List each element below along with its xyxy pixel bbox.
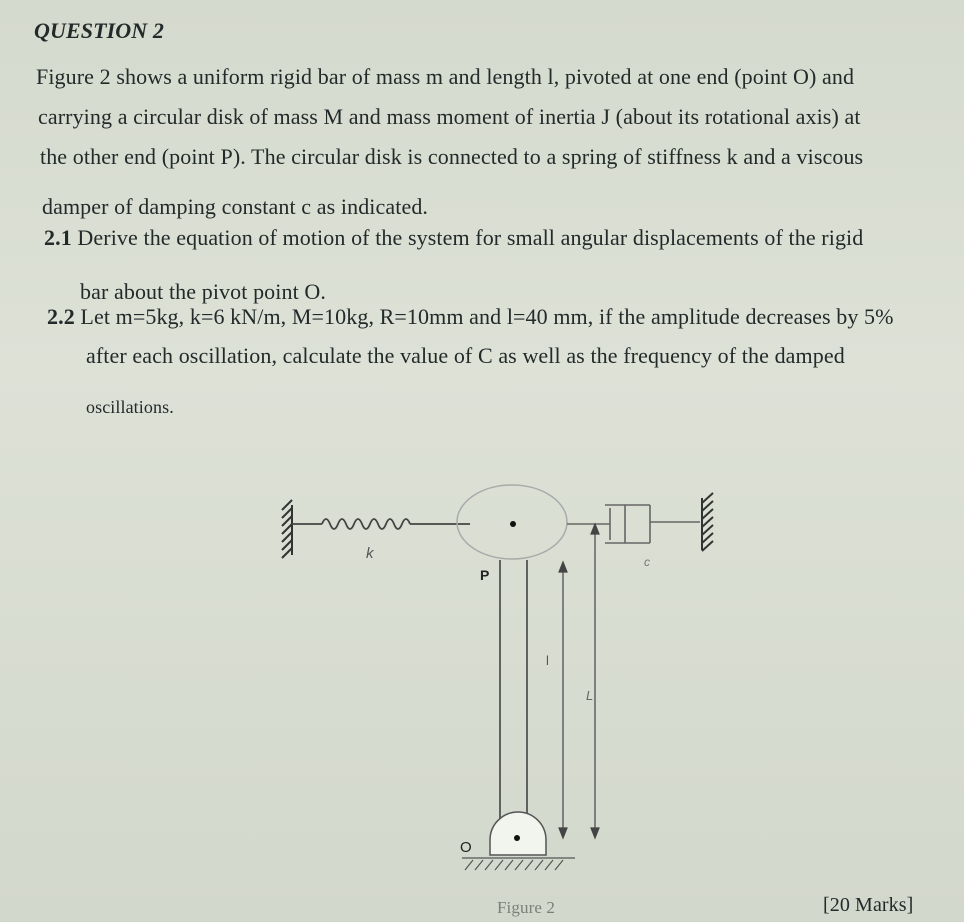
intro-line-4: damper of damping constant c as indicated. [42,194,429,219]
question-2-1-line-2: bar about the pivot point O. [80,279,326,304]
right-wall [702,493,713,551]
dimension-L-label: L [586,688,594,703]
damper [567,505,700,543]
marks-label: [20 Marks] [823,894,914,916]
spring-label: k [366,545,374,562]
question-2-2-line-2: after each oscillation, calculate the value of C as well as the frequency of the damped [86,343,845,368]
damper-label: c [644,555,650,569]
intro-line-1: Figure 2 shows a uniform rigid bar of mass m and length l, pivoted at one end (point O) and [36,64,855,89]
question-2-1-text: Derive the equation of motion of the system for small angular displacements of the rigid [77,225,864,250]
dimension-l-label: l [546,653,549,668]
question-2-2 [47,304,894,330]
intro-line-3: the other end (point P). The circular disk is connected to a spring of stiffness k and a viscous [40,144,864,169]
point-p-label: P [480,567,490,583]
pivot-support [490,812,546,855]
question-2-1-number: 2.1 [44,225,72,250]
rigid-bar [500,560,527,830]
intro-line-2: carrying a circular disk of mass M and mass moment of inertia J (about its rotational axis) at [38,104,861,129]
dimension-L [591,524,599,838]
question-2-1 [44,225,863,251]
question-2-2-number: 2.2 [47,304,75,329]
ground-hatch [462,858,575,870]
dimension-l [559,562,567,838]
question-2-2-text: Let m=5kg, k=6 kN/m, M=10kg, R=10mm and l=40 mm, if the amplitude decreases by 5% [80,304,894,329]
left-wall [282,500,292,558]
figure-2-diagram [0,470,964,922]
figure-caption: Figure 2 [497,898,555,917]
question-2-2-line-3: oscillations. [86,397,174,417]
question-heading: QUESTION 2 [34,18,164,43]
spring [292,519,470,529]
point-o-label: O [460,839,472,856]
disk-center-point [510,521,516,527]
pivot-point [514,835,520,841]
